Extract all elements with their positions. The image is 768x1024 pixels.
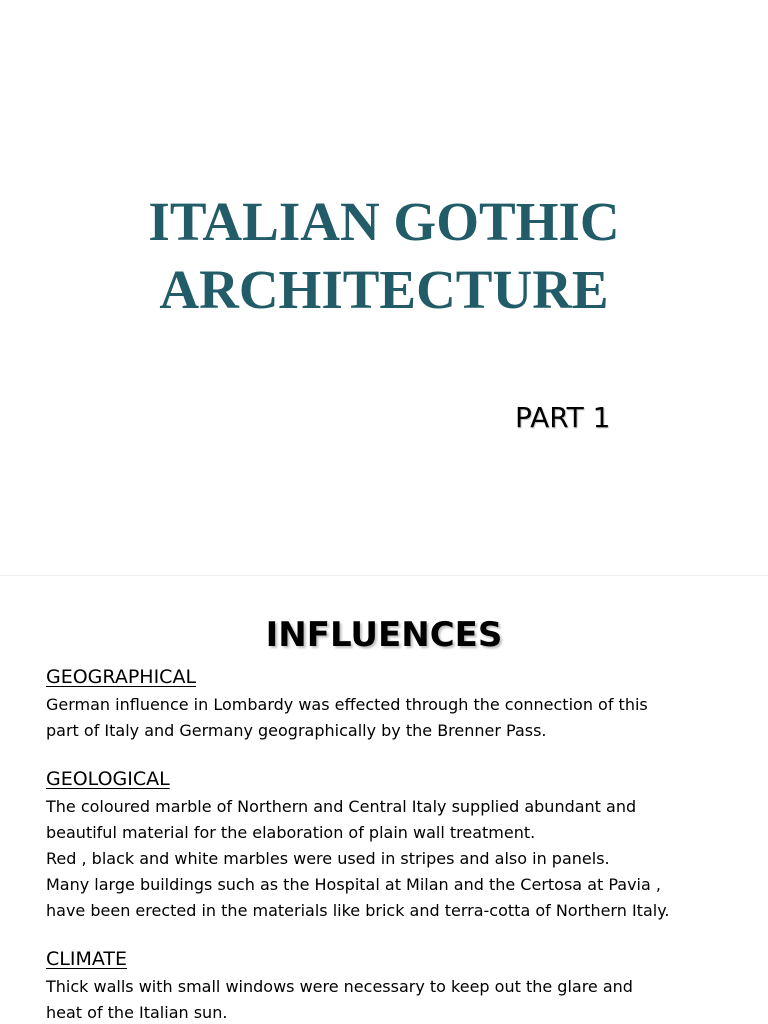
section-geological <box>46 764 746 924</box>
section-heading-climate: CLIMATE <box>46 948 127 970</box>
section-line: Many large buildings such as the Hospital at Milan and the Certosa at Pavia , <box>46 875 661 894</box>
influences-content <box>46 662 746 1024</box>
section-line: Thick walls with small windows were necessary to keep out the glare and <box>46 977 633 996</box>
section-line: German influence in Lombardy was effected through the connection of this <box>46 695 648 714</box>
section-geographical <box>46 662 746 744</box>
influences-slide <box>0 576 768 1024</box>
section-heading-geological: GEOLOGICAL <box>46 768 170 790</box>
section-climate <box>46 944 746 1024</box>
section-line: The coloured marble of Northern and Central Italy supplied abundant and <box>46 797 637 816</box>
section-heading-geographical: GEOGRAPHICAL <box>46 666 197 688</box>
influences-heading: INFLUENCES <box>265 615 503 655</box>
section-line: Red , black and white marbles were used in stripes and also in panels. <box>46 849 610 868</box>
slide-title-line-1: ITALIAN GOTHIC <box>148 191 620 252</box>
slide-title-line-2: ARCHITECTURE <box>159 259 609 320</box>
slide-title <box>0 188 768 324</box>
section-line: have been erected in the materials like brick and terra-cotta of Northern Italy. <box>46 901 670 920</box>
slide-subtitle: PART 1 <box>515 401 611 434</box>
section-line: beautiful material for the elaboration of plain wall treatment. <box>46 823 536 842</box>
section-line: heat of the Italian sun. <box>46 1003 228 1022</box>
section-line: part of Italy and Germany geographically by the Brenner Pass. <box>46 721 547 740</box>
